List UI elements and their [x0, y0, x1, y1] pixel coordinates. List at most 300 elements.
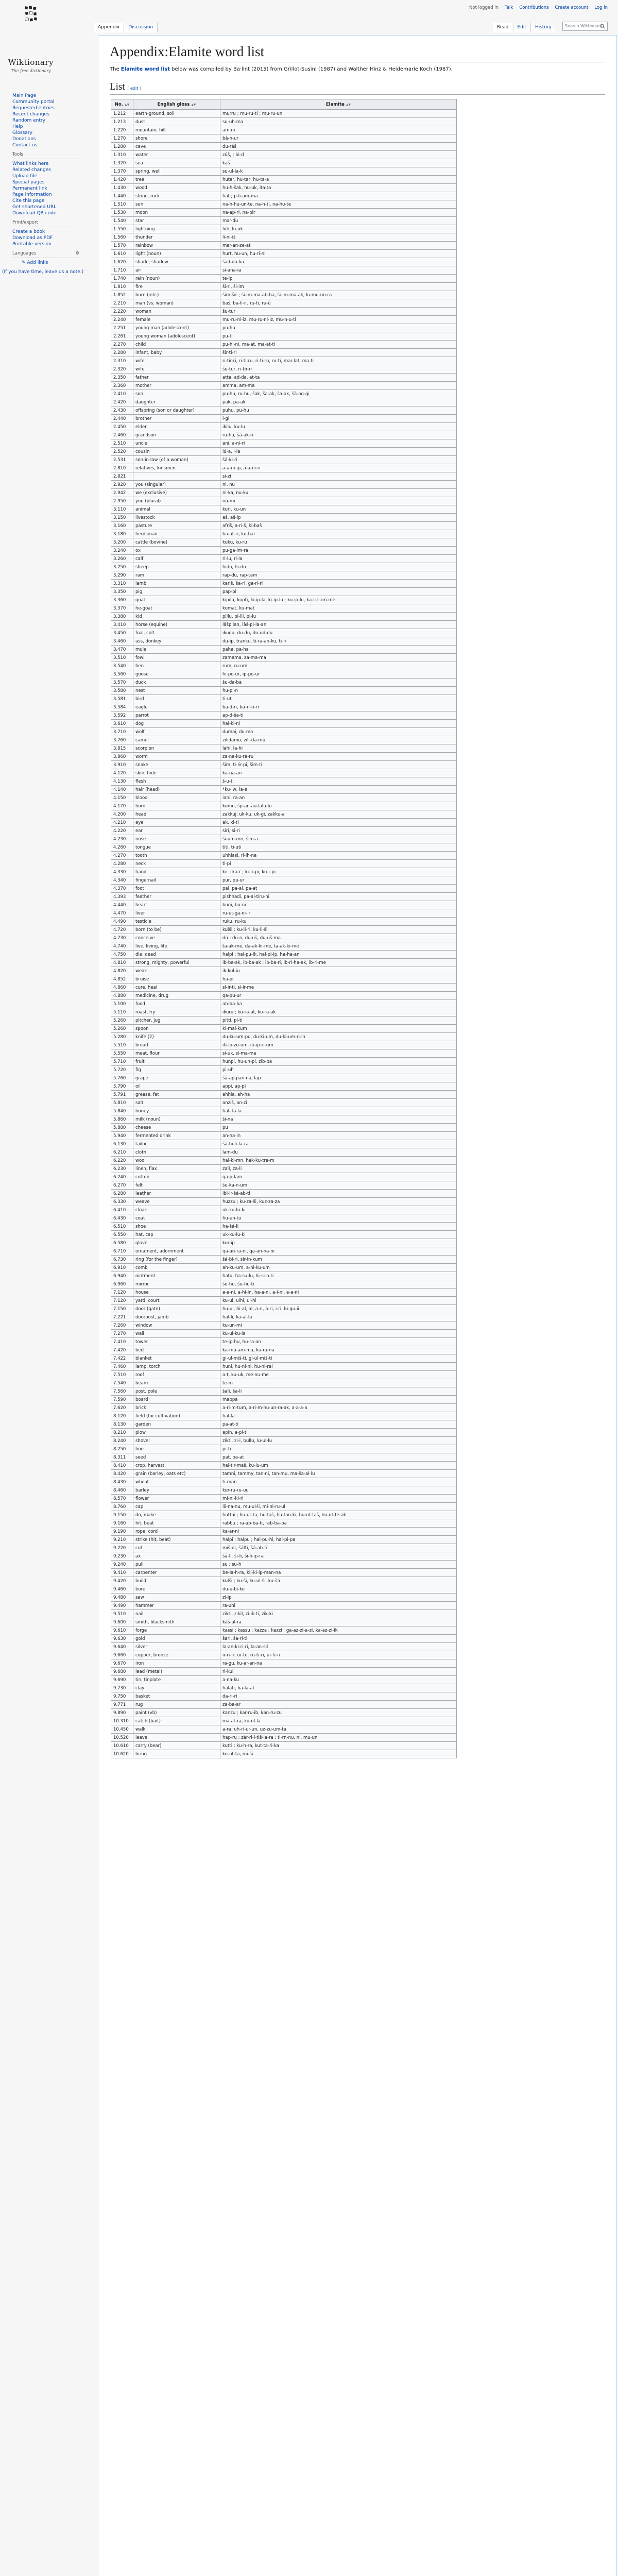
- table-row: [111, 736, 457, 744]
- english-gloss: daughter: [133, 398, 220, 406]
- english-gloss: fruit: [133, 1058, 220, 1066]
- create-account-link[interactable]: Create account: [555, 5, 589, 10]
- sort-icon[interactable]: ▲▼: [124, 103, 130, 107]
- english-gloss: weak: [133, 967, 220, 975]
- row-number: 1.370: [111, 167, 133, 176]
- table-row: [111, 621, 457, 629]
- row-number: 3.180: [111, 530, 133, 538]
- elamite-word: gi-ul-miš-ti, gi-ul-miš-ti: [220, 1354, 457, 1363]
- row-number: 9.750: [111, 1692, 133, 1701]
- table-row: [111, 151, 457, 159]
- table-row: [111, 629, 457, 637]
- elamite-word: ra-uhi: [220, 1602, 457, 1610]
- english-gloss: kid: [133, 613, 220, 621]
- table-row: [111, 209, 457, 217]
- row-number: 9.190: [111, 1528, 133, 1536]
- sidebar-tools-link[interactable]: Cite this page: [12, 198, 45, 204]
- table-row: [111, 341, 457, 349]
- sidebar-main-link[interactable]: Community portal: [12, 99, 55, 105]
- table-row: [111, 852, 457, 860]
- english-gloss: moon: [133, 209, 220, 217]
- elamite-word: ki-mal-kum: [220, 1025, 457, 1033]
- sidebar-footnote-text[interactable]: (If you have time, leave us a note.): [2, 269, 84, 275]
- row-number: 1.220: [111, 126, 133, 134]
- table-row: [111, 233, 457, 242]
- intro-suffix: below was compiled by Ba·lint (2015) from Grillot-Susini (1987) and Walther Hinz & Heidemarie Koch (1987).: [169, 66, 453, 72]
- table-row: [111, 901, 457, 909]
- row-number: 9.160: [111, 1519, 133, 1528]
- log-in-link[interactable]: Log in: [594, 5, 608, 10]
- table-row: [111, 555, 457, 563]
- sidebar-main-link[interactable]: Donations: [12, 137, 36, 142]
- table-row: [111, 1651, 457, 1659]
- row-number: 7.410: [111, 1338, 133, 1346]
- table-row: [111, 1346, 457, 1354]
- table-row: [111, 1692, 457, 1701]
- table-row: [111, 365, 457, 374]
- row-number: 5.880: [111, 1124, 133, 1132]
- row-number: 1.560: [111, 233, 133, 242]
- table-body: [111, 110, 457, 1758]
- english-gloss: crop, harvest: [133, 1462, 220, 1470]
- english-gloss: milk (noun): [133, 1115, 220, 1124]
- row-number: 6.270: [111, 1181, 133, 1190]
- table-row: [111, 637, 457, 646]
- english-gloss: saw: [133, 1594, 220, 1602]
- english-gloss: door (gate): [133, 1305, 220, 1313]
- table-row: [111, 1495, 457, 1503]
- row-number: 4.150: [111, 794, 133, 802]
- row-number: 6.210: [111, 1148, 133, 1157]
- search-input[interactable]: [562, 22, 608, 31]
- row-number: 4.280: [111, 860, 133, 868]
- row-number: 6.960: [111, 1280, 133, 1289]
- row-number: 2.531: [111, 456, 133, 464]
- english-gloss: flower: [133, 1495, 220, 1503]
- row-number: 6.510: [111, 1223, 133, 1231]
- english-gloss: shore: [133, 134, 220, 143]
- row-number: 2.430: [111, 406, 133, 415]
- table-row: [111, 951, 457, 959]
- elamite-word: šu-tur: [220, 308, 457, 316]
- english-gloss: mule: [133, 646, 220, 654]
- elamite-word: ahhia, ah-ha: [220, 1091, 457, 1099]
- english-gloss: nest: [133, 687, 220, 695]
- table-row: [111, 926, 457, 934]
- elamite-word: zall, za-li: [220, 1165, 457, 1173]
- sidebar-tools-link[interactable]: Page information: [12, 192, 52, 197]
- tab-edit[interactable]: Edit: [513, 23, 531, 32]
- elamite-word: šir-ti-ri: [220, 349, 457, 357]
- sidebar-print-link[interactable]: Create a book: [12, 229, 45, 234]
- header-elamite[interactable]: [220, 99, 457, 110]
- tab-appendix[interactable]: Appendix: [94, 23, 124, 32]
- table-row: [111, 1148, 457, 1157]
- table-row: [111, 217, 457, 225]
- sidebar-main-link[interactable]: Help: [12, 124, 23, 129]
- table-row: [111, 1198, 457, 1206]
- sort-icon[interactable]: ▲▼: [191, 103, 196, 107]
- row-number: 6.910: [111, 1264, 133, 1272]
- table-row: [111, 522, 457, 530]
- elamite-word: hal-la: [220, 1412, 457, 1420]
- search-icon[interactable]: [600, 24, 605, 30]
- english-gloss: tree: [133, 176, 220, 184]
- row-number: 4.120: [111, 769, 133, 777]
- table-row: [111, 868, 457, 876]
- english-gloss: lamp, torch: [133, 1363, 220, 1371]
- table-row: [111, 415, 457, 423]
- elamite-word: šu-da-ba: [220, 679, 457, 687]
- english-gloss: fire: [133, 283, 220, 291]
- table-row: [111, 1305, 457, 1313]
- table-row: [111, 126, 457, 134]
- row-number: 7.120: [111, 1289, 133, 1297]
- row-number: 7.221: [111, 1313, 133, 1321]
- table-row: [111, 1000, 457, 1008]
- english-gloss: build: [133, 1577, 220, 1585]
- row-number: 8.250: [111, 1445, 133, 1453]
- table-row: [111, 250, 457, 258]
- table-row: [111, 1709, 457, 1717]
- row-number: 2.210: [111, 299, 133, 308]
- gear-icon[interactable]: ⚙: [75, 251, 79, 256]
- english-gloss: [133, 472, 220, 481]
- table-row: [111, 464, 457, 472]
- row-number: 5.860: [111, 1115, 133, 1124]
- english-gloss: animal: [133, 505, 220, 514]
- elamite-word: ni, nu: [220, 481, 457, 489]
- english-gloss: glove: [133, 1239, 220, 1247]
- elamite-word: ka-mu-am-ma, ka-ra-na: [220, 1346, 457, 1354]
- elamite-word: si-ana-ia: [220, 266, 457, 275]
- row-number: 2.440: [111, 415, 133, 423]
- site-logo[interactable]: [0, 0, 62, 82]
- english-gloss: you (plural): [133, 497, 220, 505]
- header-no[interactable]: [111, 99, 133, 110]
- table-row: [111, 934, 457, 942]
- table-row: [111, 984, 457, 992]
- row-number: 7.422: [111, 1354, 133, 1363]
- elamite-word: halpi ; halpu ; hal-pu-hi, hal-pi-pa: [220, 1536, 457, 1544]
- row-number: 3.250: [111, 563, 133, 571]
- english-gloss: hand: [133, 868, 220, 876]
- elamite-word: buni, bu-ni: [220, 901, 457, 909]
- english-gloss: cheese: [133, 1124, 220, 1132]
- elamite-word: tamni, tammy, tan-ni, tan-mu, ma-ša-al-lu: [220, 1470, 457, 1478]
- elamite-word: šá-hi-li-la-ra: [220, 1140, 457, 1148]
- elamite-word: du-ráš: [220, 143, 457, 151]
- row-number: 9.480: [111, 1594, 133, 1602]
- table-row: [111, 143, 457, 151]
- sidebar-tools-link[interactable]: Upload file: [12, 174, 38, 179]
- table-row: [111, 992, 457, 1000]
- elamite-word: su-uh-ma: [220, 118, 457, 126]
- elamite-word: rabbu ; ra-ab-ba-ti, rab-ba-pa: [220, 1519, 457, 1528]
- table-row: [111, 827, 457, 835]
- tab-discussion[interactable]: Discussion: [124, 23, 158, 32]
- english-gloss: ring (for the finger): [133, 1256, 220, 1264]
- sidebar-main-link[interactable]: Glossary: [12, 130, 32, 135]
- table-row: [111, 646, 457, 654]
- row-number: 9.210: [111, 1536, 133, 1544]
- sidebar-print-link[interactable]: Download as PDF: [12, 235, 53, 241]
- elamite-word: a-a-ni, a-hi-in, ha-a-ni, a-i-ni, a-a-ni: [220, 1289, 457, 1297]
- sidebar-tools-link[interactable]: Download QR code: [12, 211, 57, 216]
- row-number: 1.270: [111, 134, 133, 143]
- english-gloss: worm: [133, 753, 220, 761]
- english-gloss: spoon: [133, 1025, 220, 1033]
- english-gloss: yard, court: [133, 1297, 220, 1305]
- table-row: [111, 728, 457, 736]
- row-number: 5.840: [111, 1107, 133, 1115]
- elamite-word: du-u-bi-ke: [220, 1585, 457, 1594]
- elamite-word: a-t, ku-uk, me-nu-me: [220, 1371, 457, 1379]
- elamite-word: a-a-ni-ip, a-a-ni-ri: [220, 464, 457, 472]
- row-number: 5.791: [111, 1091, 133, 1099]
- tab-history[interactable]: History: [531, 23, 556, 32]
- row-number: 2.810: [111, 464, 133, 472]
- row-number: 4.230: [111, 835, 133, 843]
- table-row: [111, 1544, 457, 1552]
- table-row: [111, 1725, 457, 1734]
- english-gloss: woman: [133, 308, 220, 316]
- sidebar-print-link[interactable]: Printable version: [12, 242, 52, 247]
- section-edit-link[interactable]: edit: [130, 86, 139, 91]
- elamite-word: hu-pi-n: [220, 687, 457, 695]
- elamite-word: qa-an-ra-ni, qa-an-na-ni: [220, 1247, 457, 1256]
- english-gloss: carpenter: [133, 1569, 220, 1577]
- header-no-label: No.: [114, 101, 123, 107]
- row-number: 10.310: [111, 1717, 133, 1725]
- sort-icon[interactable]: ▲▼: [346, 103, 351, 107]
- english-gloss: foot: [133, 885, 220, 893]
- table-row: [111, 1041, 457, 1049]
- english-gloss: tin, tinplate: [133, 1676, 220, 1684]
- table-row: [111, 1330, 457, 1338]
- english-gloss: brick: [133, 1404, 220, 1412]
- elamite-word: rap-du, rap-tam: [220, 571, 457, 580]
- header-english[interactable]: [133, 99, 220, 110]
- top-bar: [0, 0, 618, 36]
- talk-link[interactable]: Talk: [505, 5, 513, 10]
- row-number: 2.350: [111, 374, 133, 382]
- english-gloss: burn (intr.): [133, 291, 220, 299]
- elamite-word: du-ip, tranku, ti-ra-an-ku, ti-ri: [220, 637, 457, 646]
- elamite-word: ri-lu, ri-la: [220, 555, 457, 563]
- elamite-word: kaš: [220, 159, 457, 167]
- row-number: 3.592: [111, 711, 133, 720]
- sidebar-main-link[interactable]: Contact us: [12, 143, 38, 148]
- sidebar-main-link[interactable]: Random entry: [12, 118, 45, 123]
- english-gloss: water: [133, 151, 220, 159]
- english-gloss: tongue: [133, 843, 220, 852]
- row-number: 3.260: [111, 555, 133, 563]
- table-row: [111, 1379, 457, 1387]
- table-row: [111, 1750, 457, 1758]
- sidebar-main-link[interactable]: Main Page: [12, 93, 37, 98]
- table-row: [111, 1445, 457, 1453]
- row-number: 1.852: [111, 291, 133, 299]
- sidebar-heading-print: Print/export: [12, 219, 79, 227]
- row-number: 3.450: [111, 629, 133, 637]
- row-number: 3.470: [111, 646, 133, 654]
- sidebar-languages: [0, 250, 98, 269]
- elamite-word: šá-ki-ri: [220, 456, 457, 464]
- table-row: [111, 819, 457, 827]
- english-gloss: strong, mighty, powerful: [133, 959, 220, 967]
- row-number: 2.310: [111, 357, 133, 365]
- elamite-word: na-h-hu-un-te, na-h-ti, na-hu-te: [220, 200, 457, 209]
- table-row: [111, 1132, 457, 1140]
- elamite-word: te-m: [220, 1379, 457, 1387]
- row-number: 7.420: [111, 1346, 133, 1354]
- elamite-word: ku-ut-ta, mi-ši: [220, 1750, 457, 1758]
- namespace-tabs: [94, 23, 158, 32]
- table-row: [111, 192, 457, 200]
- table-row: [111, 1437, 457, 1445]
- english-gloss: pull: [133, 1561, 220, 1569]
- english-gloss: leather: [133, 1190, 220, 1198]
- sidebar-main-link[interactable]: Recent changes: [12, 112, 49, 117]
- row-number: 3.200: [111, 538, 133, 547]
- english-gloss: coat: [133, 1214, 220, 1223]
- english-gloss: wife: [133, 357, 220, 365]
- english-gloss: paint (vb): [133, 1709, 220, 1717]
- english-gloss: snake: [133, 761, 220, 769]
- row-number: 7.260: [111, 1321, 133, 1330]
- english-gloss: ointment: [133, 1272, 220, 1280]
- elamite-word: mar-an-ze-at: [220, 242, 457, 250]
- elamite-word: kuri, ku-un: [220, 505, 457, 514]
- english-gloss: uncle: [133, 439, 220, 448]
- elamite-word: pa-at-ti: [220, 1420, 457, 1429]
- sidebar-tools-link[interactable]: Special pages: [12, 180, 45, 185]
- sidebar-print-list: [12, 229, 98, 247]
- elamite-word: kur-ru-ru-uu: [220, 1486, 457, 1495]
- row-number: 6.430: [111, 1214, 133, 1223]
- english-gloss: earth-ground, soil: [133, 110, 220, 118]
- row-number: 3.860: [111, 753, 133, 761]
- sidebar-tools-link[interactable]: Permanent link: [12, 186, 47, 191]
- elamite-word: zúš, ; bi-d: [220, 151, 457, 159]
- intro-link[interactable]: Elamite word list: [121, 66, 170, 72]
- row-number: 4.370: [111, 885, 133, 893]
- row-number: 4.750: [111, 951, 133, 959]
- english-gloss: lightning: [133, 225, 220, 233]
- row-number: 9.240: [111, 1561, 133, 1569]
- row-number: 4.810: [111, 959, 133, 967]
- elamite-word: šá-bi-ri, sir-in-kum: [220, 1256, 457, 1264]
- table-row: [111, 1462, 457, 1470]
- english-gloss: cut: [133, 1544, 220, 1552]
- table-row: [111, 588, 457, 596]
- english-gloss: ornament, adornment: [133, 1247, 220, 1256]
- english-gloss: walk: [133, 1725, 220, 1734]
- table-row: [111, 942, 457, 951]
- row-number: 4.730: [111, 934, 133, 942]
- table-row: [111, 1049, 457, 1058]
- elamite-word: ah-ku-um, a-ni-ku-um: [220, 1264, 457, 1272]
- table-row: [111, 1214, 457, 1223]
- elamite-word: zikti, zikil, zi-ik-ti, zik-ki: [220, 1610, 457, 1618]
- add-links-link[interactable]: [12, 260, 98, 266]
- sidebar-main-link[interactable]: Requested entries: [12, 106, 55, 111]
- table-row: [111, 909, 457, 918]
- row-number: 4.200: [111, 810, 133, 819]
- elamite-word: si-uk, si-ma-ma: [220, 1049, 457, 1058]
- table-row: [111, 959, 457, 967]
- elamite-word: murru ; mu-ru-ti ; mu-ru-un: [220, 110, 457, 118]
- table-row: [111, 1659, 457, 1668]
- row-number: 5.280: [111, 1033, 133, 1041]
- table-row: [111, 1025, 457, 1033]
- table-row: [111, 324, 457, 332]
- row-number: 1.570: [111, 242, 133, 250]
- table-row: [111, 1635, 457, 1643]
- elamite-word: hu-h-šak, hu-uk, ita-ta: [220, 184, 457, 192]
- english-gloss: beam: [133, 1379, 220, 1387]
- table-row: [111, 571, 457, 580]
- sidebar-tools-link[interactable]: Related changes: [12, 167, 51, 173]
- tab-read[interactable]: Read: [493, 23, 513, 32]
- table-row: [111, 1387, 457, 1396]
- row-number: 7.560: [111, 1387, 133, 1396]
- row-number: 9.680: [111, 1668, 133, 1676]
- elamite-word: iani, ra-an: [220, 794, 457, 802]
- table-row: [111, 753, 457, 761]
- search-placeholder: Search Wiktionary: [565, 24, 603, 28]
- english-gloss: sun: [133, 200, 220, 209]
- row-number: 6.710: [111, 1247, 133, 1256]
- row-number: 9.730: [111, 1684, 133, 1692]
- row-number: 4.210: [111, 819, 133, 827]
- elamite-word: ir-ri-ri, ur-te, ru-ti-ri, ur-ti-ri: [220, 1651, 457, 1659]
- contributions-link[interactable]: Contributions: [519, 5, 549, 10]
- english-gloss: ram: [133, 571, 220, 580]
- table-row: [111, 563, 457, 571]
- elamite-word: šad-da-ka: [220, 258, 457, 266]
- english-gloss: linen, flax: [133, 1165, 220, 1173]
- english-gloss: herdsman: [133, 530, 220, 538]
- english-gloss: rainbow: [133, 242, 220, 250]
- english-gloss: cloth: [133, 1148, 220, 1157]
- english-gloss: ass, donkey: [133, 637, 220, 646]
- elamite-word: šim, ti-lir-pi, šim-ti: [220, 761, 457, 769]
- table-row: [111, 1626, 457, 1635]
- table-row: [111, 1577, 457, 1585]
- sidebar-tools-link[interactable]: Get shortened URL: [12, 205, 57, 210]
- english-gloss: pitcher, jug: [133, 1016, 220, 1025]
- table-row: [111, 687, 457, 695]
- table-row: [111, 1008, 457, 1016]
- row-number: 9.660: [111, 1651, 133, 1659]
- table-row: [111, 472, 457, 481]
- sidebar-tools-link[interactable]: What links here: [12, 161, 49, 166]
- elamite-word: kir ; ka-r ; ki-ri-pi, ku-r-pi: [220, 868, 457, 876]
- elamite-word: za-ba-ar: [220, 1701, 457, 1709]
- elamite-word: titi, ti-uti: [220, 843, 457, 852]
- row-number: 8.130: [111, 1420, 133, 1429]
- elamite-word: ti-pi: [220, 860, 457, 868]
- english-gloss: cap: [133, 1503, 220, 1511]
- elamite-word: hap-ru ; zár-ri-i-tiš-ia-ra ; ti-rn-nu, ni, mu-un: [220, 1734, 457, 1742]
- table-row: [111, 1486, 457, 1495]
- english-gloss: wolf: [133, 728, 220, 736]
- table-row: [111, 769, 457, 777]
- row-number: 2.821: [111, 472, 133, 481]
- elamite-word: hu-un-tu: [220, 1214, 457, 1223]
